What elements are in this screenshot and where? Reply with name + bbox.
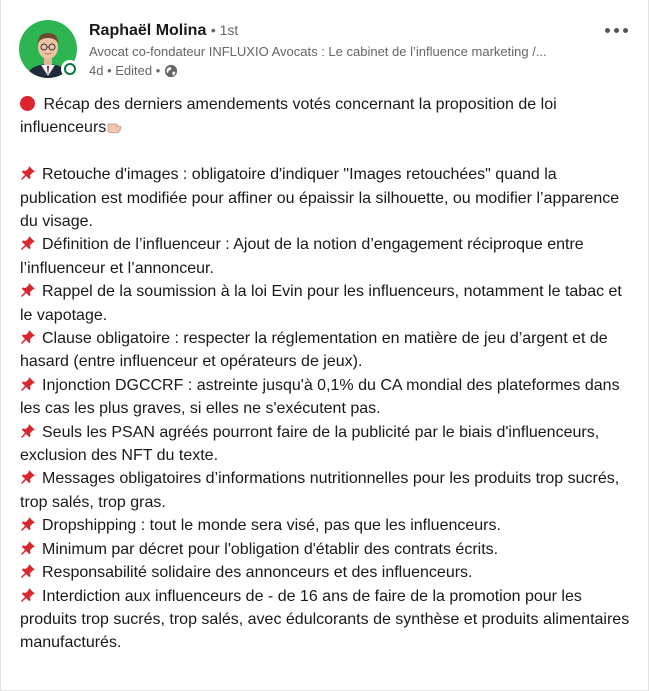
pushpin-icon: [20, 376, 36, 392]
pushpin-icon: [20, 469, 36, 485]
list-item: [20, 538, 632, 561]
author-name-row: [89, 19, 609, 42]
list-item: [20, 421, 632, 468]
globe-icon: [164, 64, 178, 78]
pushpin-icon: [20, 329, 36, 345]
connection-degree: • 1st: [210, 22, 239, 38]
list-item: [20, 374, 632, 421]
post-time-row: [89, 62, 609, 80]
post-time: 4d • Edited •: [89, 63, 161, 78]
list-item-text: Interdiction aux influenceurs de - de 16 ans de faire de la promotion pour les produits trop sucrés, trop salés, avec édulcorants de synthèse et produits alimentaires manufacturés.: [20, 587, 630, 652]
ellipsis-dot-icon: [623, 28, 628, 33]
list-item-text: Dropshipping : tout le monde sera visé, pas que les influenceurs.: [42, 517, 501, 535]
pushpin-icon: [20, 165, 36, 181]
list-item: [20, 327, 632, 374]
list-item-text: Minimum par décret pour l'obligation d'établir des contrats écrits.: [42, 540, 499, 558]
author-avatar[interactable]: [19, 20, 77, 78]
ellipsis-dot-icon: [614, 28, 619, 33]
list-item-text: Rappel de la soumission à la loi Evin pour les influenceurs, notamment le tabac et le vapotage.: [20, 283, 622, 324]
pushpin-icon: [20, 423, 36, 439]
pushpin-icon: [20, 563, 36, 579]
list-item: [20, 585, 632, 655]
author-name[interactable]: Raphaël Molina: [89, 22, 207, 39]
list-item-text: Définition de l’influenceur : Ajout de la notion d’engagement réciproque entre l’influenceur et l’annonceur.: [20, 236, 584, 277]
pointing-hand-icon: [107, 118, 123, 134]
post-intro: [20, 93, 632, 140]
list-item: [20, 467, 632, 514]
presence-indicator: [61, 60, 79, 78]
intro-text: Récap des derniers amendements votés concernant la proposition de loi influenceurs: [20, 96, 557, 137]
list-item-text: Injonction DGCCRF : astreinte jusqu'à 0,1% du CA mondial des plateformes dans les cas les plus graves, si elles ne s'exécutent pas.: [20, 376, 620, 418]
red-circle-icon: [20, 96, 35, 111]
paragraph-gap: [20, 140, 632, 163]
list-item: [20, 561, 632, 584]
pushpin-icon: [20, 587, 36, 603]
list-item-text: Responsabilité solidaire des annonceurs et des influenceurs.: [42, 564, 473, 582]
pushpin-icon: [20, 516, 36, 532]
list-item: [20, 280, 632, 327]
post-body: [20, 93, 632, 655]
author-meta: [89, 19, 609, 80]
author-headline: Avocat co-fondateur INFLUXIO Avocats : Le cabinet de l’influence marketing /...: [89, 44, 547, 59]
list-item-text: Clause obligatoire : respecter la réglementation en matière de jeu d’argent et de hasard (entre influenceur et opérateurs de jeux).: [20, 330, 608, 371]
more-options-button[interactable]: [601, 18, 631, 42]
list-item: [20, 514, 632, 537]
ellipsis-dot-icon: [605, 28, 610, 33]
list-item-text: Messages obligatoires d’informations nutritionnelles pour les produits trop sucrés, trop salés, trop gras.: [20, 470, 620, 511]
pushpin-icon: [20, 235, 36, 251]
online-status-icon: [64, 63, 76, 75]
pushpin-icon: [20, 282, 36, 298]
list-item: [20, 233, 632, 280]
list-item: [20, 163, 632, 233]
list-item-text: Seuls les PSAN agréés pourront faire de la publicité par le biais d'influenceurs, exclusion des NFT du texte.: [20, 423, 600, 465]
post-header: [19, 16, 639, 84]
list-item-text: Retouche d'images : obligatoire d'indiquer "Images retouchées" quand la publication est modifiée pour affiner ou épaissir la silhouette, ou modifier l’apparence du visage.: [20, 166, 620, 231]
pushpin-icon: [20, 540, 36, 556]
